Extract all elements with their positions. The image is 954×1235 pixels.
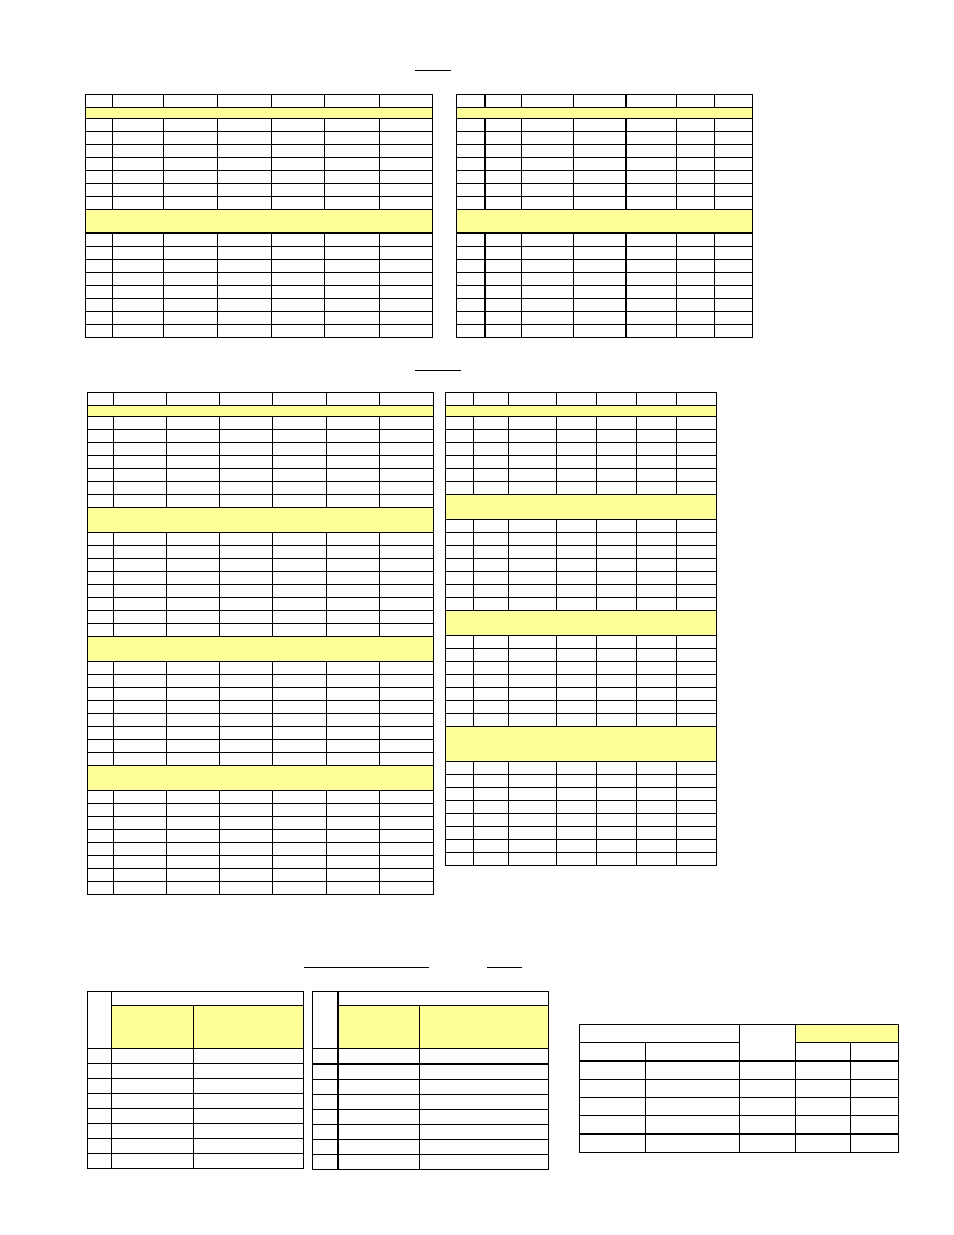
table-row (313, 1049, 549, 1065)
table-row (446, 762, 717, 775)
table-row (88, 417, 434, 430)
table-row (88, 1049, 304, 1064)
table-row (313, 1155, 549, 1170)
table-row (88, 869, 434, 882)
section-band (457, 210, 753, 234)
table-row (446, 443, 717, 456)
table-row (86, 299, 433, 312)
table-row (446, 775, 717, 788)
table-row (446, 688, 717, 701)
table-row (88, 585, 434, 598)
table-row (88, 611, 434, 624)
table-row (88, 1154, 304, 1169)
table-row (446, 469, 717, 482)
section-band (88, 406, 434, 417)
table-row (446, 430, 717, 443)
table-row (88, 482, 434, 495)
table-row (88, 882, 434, 895)
table-row (446, 520, 717, 533)
table-row (88, 804, 434, 817)
table-row (88, 753, 434, 766)
table-row (446, 559, 717, 572)
table-row (457, 273, 753, 286)
table-row (88, 456, 434, 469)
table-row (88, 1139, 304, 1154)
table-row (446, 675, 717, 688)
table-row (457, 299, 753, 312)
table-row (88, 1005, 304, 1048)
table-row (457, 325, 753, 338)
table-row (313, 1005, 549, 1048)
section-band (88, 508, 434, 533)
table-row (88, 1079, 304, 1094)
table-row (88, 393, 434, 406)
table-row (313, 1080, 549, 1095)
table-row (457, 119, 753, 132)
table-row (86, 247, 433, 260)
table-row (457, 312, 753, 325)
section-band (86, 108, 433, 119)
table-row (88, 843, 434, 856)
table-row (457, 171, 753, 184)
section-band (88, 637, 434, 662)
table-row (88, 662, 434, 675)
table-row (88, 1094, 304, 1109)
table-row (86, 184, 433, 197)
table-row (86, 260, 433, 273)
table-row (88, 533, 434, 546)
table-row (313, 992, 549, 1006)
table-row (446, 482, 717, 495)
table-row (580, 1116, 899, 1135)
grid-2b (445, 392, 717, 866)
table-row (457, 233, 753, 247)
table-row (446, 598, 717, 611)
table-row (88, 688, 434, 701)
table-row (313, 1064, 549, 1080)
table-row (86, 325, 433, 338)
table-row (457, 197, 753, 210)
table-row (88, 572, 434, 585)
table-row (446, 662, 717, 675)
grid-3b (312, 991, 549, 1170)
table-row (88, 469, 434, 482)
table-row (446, 649, 717, 662)
table-row (446, 714, 717, 727)
grid-3a (87, 991, 304, 1169)
table-row (88, 701, 434, 714)
section-band (446, 406, 717, 417)
table-row (446, 827, 717, 840)
table-row (313, 1095, 549, 1110)
table-row (457, 184, 753, 197)
table-row (88, 546, 434, 559)
grid-1a (85, 94, 433, 338)
table-row (446, 417, 717, 430)
table-row (457, 247, 753, 260)
table-row (457, 286, 753, 299)
table-row (86, 158, 433, 171)
section-3-subtitle-underline (487, 967, 522, 968)
table-row (86, 171, 433, 184)
grid-3c (579, 1024, 899, 1153)
table-row (86, 132, 433, 145)
table-row (86, 197, 433, 210)
table-row (88, 740, 434, 753)
table-row (580, 1043, 899, 1062)
table-row (457, 132, 753, 145)
table-row (446, 572, 717, 585)
table-row (86, 273, 433, 286)
table-row (457, 260, 753, 273)
table-row (457, 95, 753, 108)
table-row (580, 1098, 899, 1116)
table-row (446, 801, 717, 814)
table-row (88, 443, 434, 456)
table-row (446, 840, 717, 853)
section-band (446, 727, 717, 762)
table-row (457, 145, 753, 158)
table-row (446, 393, 717, 406)
table-row (88, 1064, 304, 1079)
section-band (446, 611, 717, 636)
table-row (313, 1125, 549, 1140)
table-row (313, 1110, 549, 1125)
table-row (457, 158, 753, 171)
table-row (446, 701, 717, 714)
section-band (457, 108, 753, 119)
section-band (446, 495, 717, 520)
table-row (86, 95, 433, 108)
section-band (88, 766, 434, 791)
table-row (580, 1025, 899, 1043)
table-row (446, 585, 717, 598)
section-band (86, 210, 433, 234)
table-row (88, 598, 434, 611)
table-row (88, 791, 434, 804)
table-row (86, 145, 433, 158)
grid-1b (456, 94, 753, 338)
table-row (86, 119, 433, 132)
table-row (88, 1124, 304, 1139)
table-row (88, 714, 434, 727)
table-row (446, 814, 717, 827)
table-row (446, 636, 717, 649)
table-row (88, 727, 434, 740)
table-row (580, 1061, 899, 1080)
table-row (580, 1080, 899, 1098)
table-row (446, 788, 717, 801)
table-row (88, 817, 434, 830)
table-row (446, 533, 717, 546)
table-row (88, 856, 434, 869)
table-row (313, 1140, 549, 1155)
table-row (580, 1134, 899, 1153)
table-row (88, 830, 434, 843)
table-row (88, 430, 434, 443)
section-1-title-underline (415, 70, 451, 71)
table-row (446, 456, 717, 469)
table-row (446, 546, 717, 559)
grid-2a (87, 392, 434, 895)
table-row (446, 853, 717, 866)
section-3-title-underline (304, 967, 429, 968)
table-row (88, 559, 434, 572)
table-row (88, 992, 304, 1006)
table-row (88, 1109, 304, 1124)
table-row (86, 286, 433, 299)
table-row (86, 312, 433, 325)
table-row (86, 233, 433, 247)
table-row (88, 675, 434, 688)
section-2-title-underline (415, 370, 461, 371)
table-row (88, 495, 434, 508)
table-row (88, 624, 434, 637)
